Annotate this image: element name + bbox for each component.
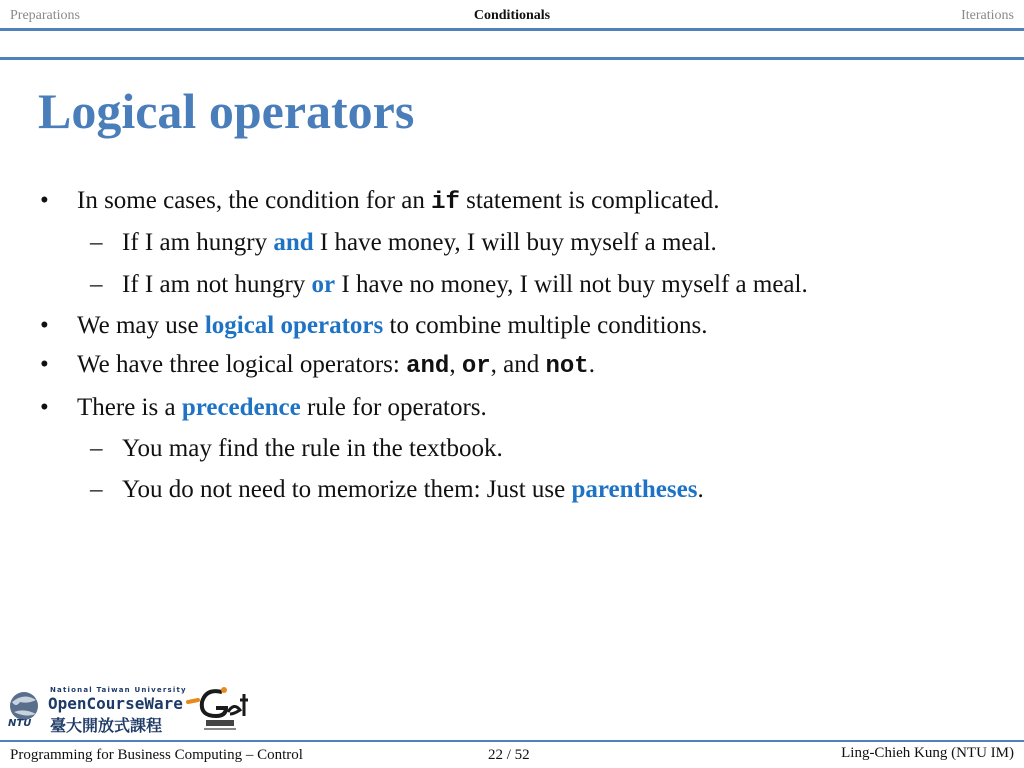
footer-page-number: 22 / 52: [488, 747, 530, 763]
sub-2-text-a: If I am not hungry: [122, 271, 312, 298]
sub-4-text-a: You do not need to memorize them: Just use: [122, 476, 572, 503]
bullet-marker: •: [40, 187, 49, 214]
bullet-2-text-a: We may use: [77, 312, 205, 339]
sub-bullet-3: [122, 434, 503, 464]
sub-marker: –: [90, 476, 103, 503]
slide-title: Logical operators: [38, 83, 415, 139]
bullet-marker: •: [40, 312, 49, 339]
ocw-chinese-title: 臺大開放式課程: [50, 716, 163, 735]
keyword-and: and: [273, 229, 314, 256]
sub-bullet-2: [122, 270, 808, 300]
nav-iterations[interactable]: Iterations: [961, 8, 1014, 23]
get-logo-icon: [186, 684, 252, 732]
bullet-2-text-b: to combine multiple conditions.: [383, 312, 708, 339]
code-and: and: [406, 353, 450, 380]
sub-bullet-4: [122, 475, 704, 505]
bullet-2: [77, 311, 708, 341]
bullet-marker: •: [40, 351, 49, 378]
sub-3-text: You may find the rule in the textbook.: [122, 435, 503, 462]
bullet-1: [77, 186, 720, 218]
keyword-logical-operators: logical operators: [204, 312, 384, 339]
keyword-precedence: precedence: [181, 394, 301, 421]
keyword-parentheses: parentheses: [571, 476, 698, 503]
sub-1-text-a: If I am hungry: [122, 229, 274, 256]
bullet-3: [77, 350, 595, 382]
bullet-3-sep-1: ,: [449, 351, 462, 378]
bullet-1-text-a: In some cases, the condition for an: [77, 187, 432, 214]
ocw-title: OpenCourseWare: [48, 694, 183, 713]
sub-marker: –: [90, 271, 103, 298]
sub-bullet-1: [122, 228, 717, 258]
bullet-3-end: .: [588, 351, 595, 378]
sub-marker: –: [90, 435, 103, 462]
bullet-3-sep-2: , and: [490, 351, 546, 378]
keyword-or: or: [311, 271, 336, 298]
code-if: if: [431, 189, 460, 216]
sub-2-text-b: I have no money, I will not buy myself a meal.: [335, 271, 808, 298]
sub-marker: –: [90, 229, 103, 256]
sub-4-text-b: .: [697, 476, 704, 503]
bullet-3-text-a: We have three logical operators:: [77, 351, 407, 378]
code-not: not: [545, 353, 589, 380]
ntu-label: NTU: [8, 718, 32, 728]
opencourseware-logo: [6, 684, 256, 735]
ntu-globe-icon: [6, 688, 44, 728]
footer-course-title: Programming for Business Computing – Control: [10, 747, 303, 763]
title-divider: [0, 57, 1024, 60]
bullet-4-text-a: There is a: [77, 394, 182, 421]
bullet-marker: •: [40, 394, 49, 421]
ocw-university: National Taiwan University: [50, 686, 187, 694]
nav-conditionals[interactable]: Conditionals: [473, 8, 551, 23]
nav-preparations[interactable]: Preparations: [10, 8, 80, 23]
code-or: or: [461, 353, 491, 380]
bullet-4-text-b: rule for operators.: [300, 394, 487, 421]
header-divider: [0, 28, 1024, 31]
footer-divider: [0, 740, 1024, 742]
sub-1-text-b: I have money, I will buy myself a meal.: [313, 229, 717, 256]
footer-author: Ling-Chieh Kung (NTU IM): [841, 745, 1014, 761]
bullet-4: [77, 393, 487, 423]
bullet-1-text-b: statement is complicated.: [459, 187, 720, 214]
